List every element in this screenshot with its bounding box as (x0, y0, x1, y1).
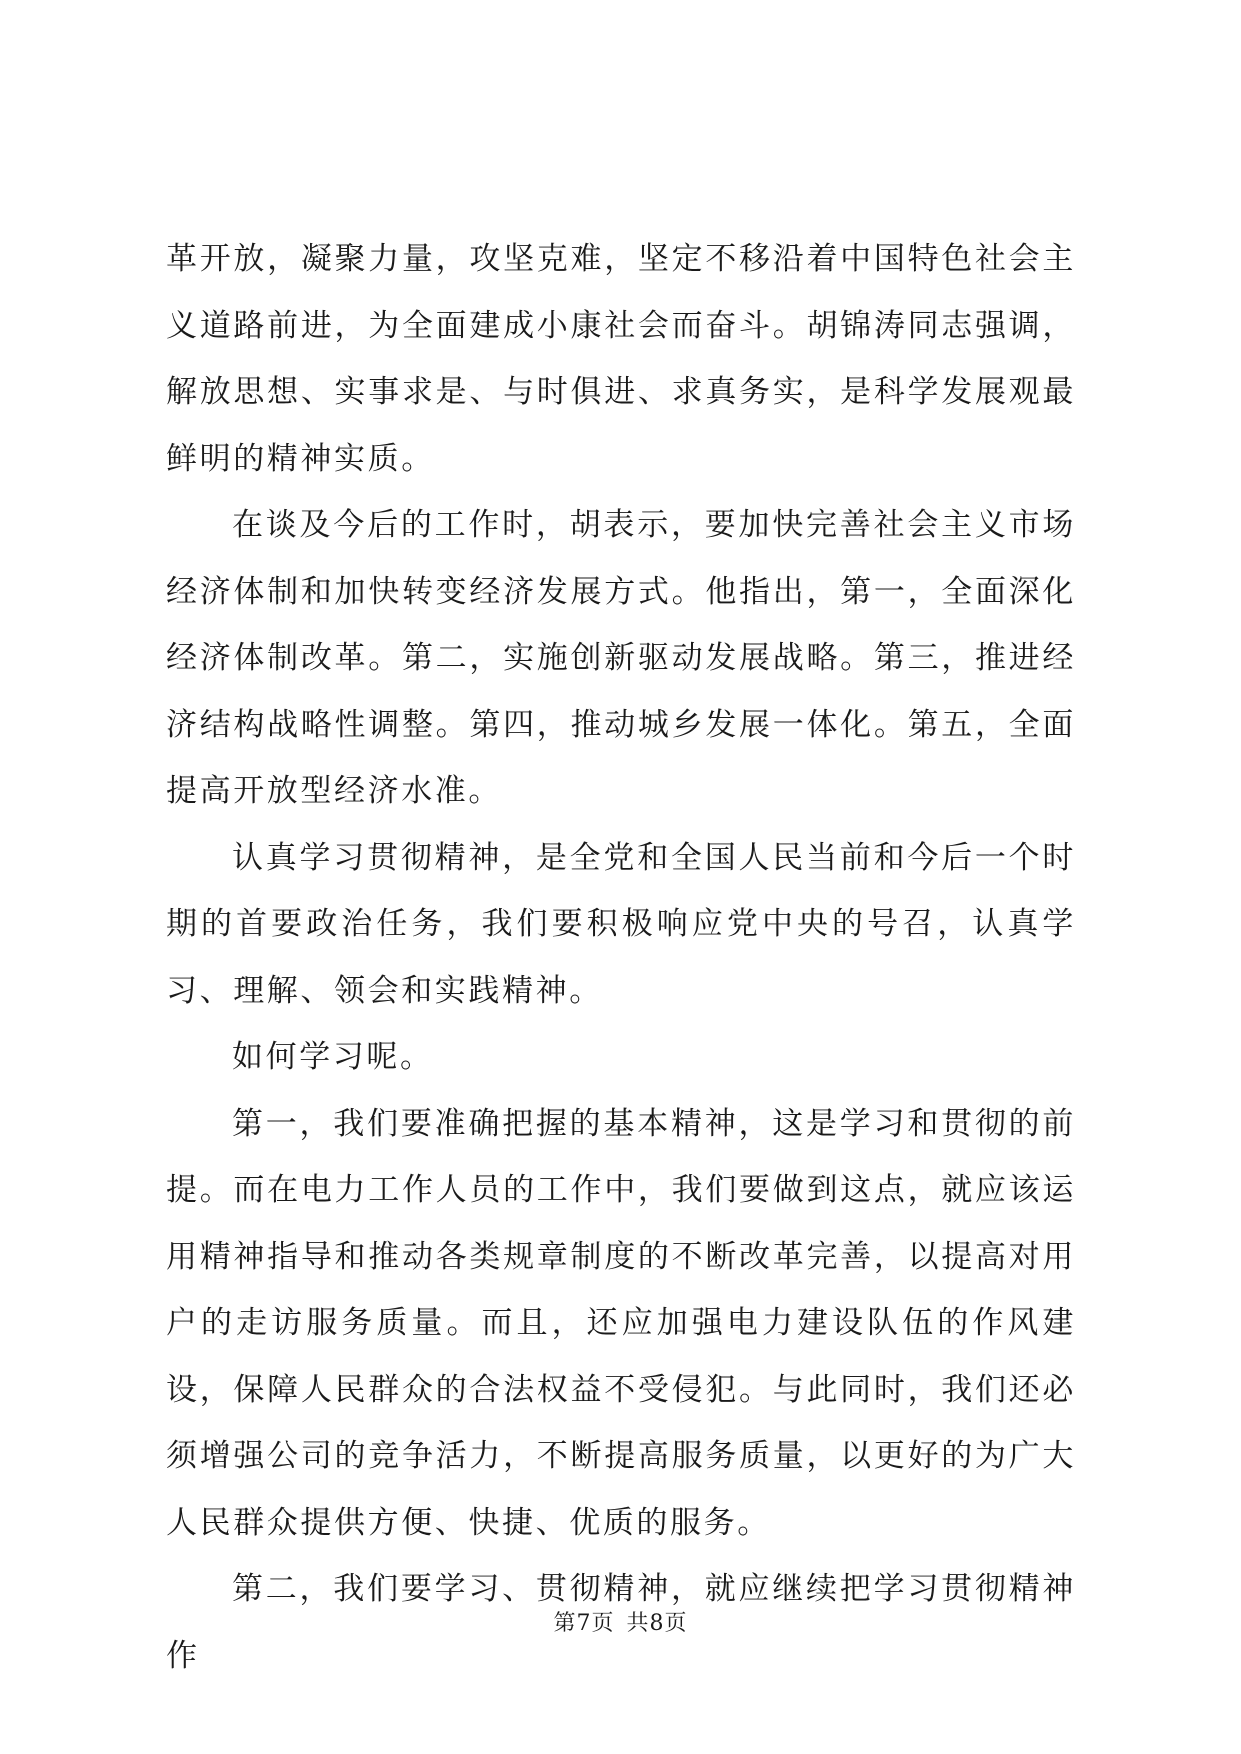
page-number-total: 共8页 (626, 1611, 688, 1636)
paragraph-5: 第一，我们要准确把握的基本精神，这是学习和贯彻的前提。而在电力工作人员的工作中，我们要做到这点，就应该运用精神指导和推动各类规章制度的不断改革完善，以提高对用户的走访服务质量。而且，还应加强电力建设队伍的作风建设，保障人民群众的合法权益不受侵犯。与此同时，我们还必须增强公司的竞争活力，不断提高服务质量，以更好的为广大人民群众提供方便、快捷、优质的服务。 (166, 1105, 1076, 1541)
paragraph-6: 第二，我们要学习、贯彻精神，就应继续把学习贯彻精神作 (166, 1571, 1076, 1674)
document-body (166, 226, 1076, 1689)
paragraph-4: 如何学习呢。 (232, 1039, 434, 1075)
paragraph-2: 在谈及今后的工作时，胡表示，要加快完善社会主义市场经济体制和加快转变经济发展方式。他指出，第一，全面深化经济体制改革。第二，实施创新驱动发展战略。第三，推进经济结构战略性调整。第四，推动城乡发展一体化。第五，全面提高开放型经济水准。 (166, 507, 1076, 809)
paragraph-3: 认真学习贯彻精神，是全党和全国人民当前和今后一个时期的首要政治任务，我们要积极响应党中央的号召，认真学习、理解、领会和实践精神。 (166, 839, 1076, 1009)
page-number-current: 第7页 (553, 1611, 615, 1636)
paragraph-1: 革开放，凝聚力量，攻坚克难，坚定不移沿着中国特色社会主义道路前进，为全面建成小康社会而奋斗。胡锦涛同志强调，解放思想、实事求是、与时俱进、求真务实，是科学发展观最鲜明的精神实质。 (166, 241, 1076, 477)
page-footer (0, 1606, 1241, 1637)
